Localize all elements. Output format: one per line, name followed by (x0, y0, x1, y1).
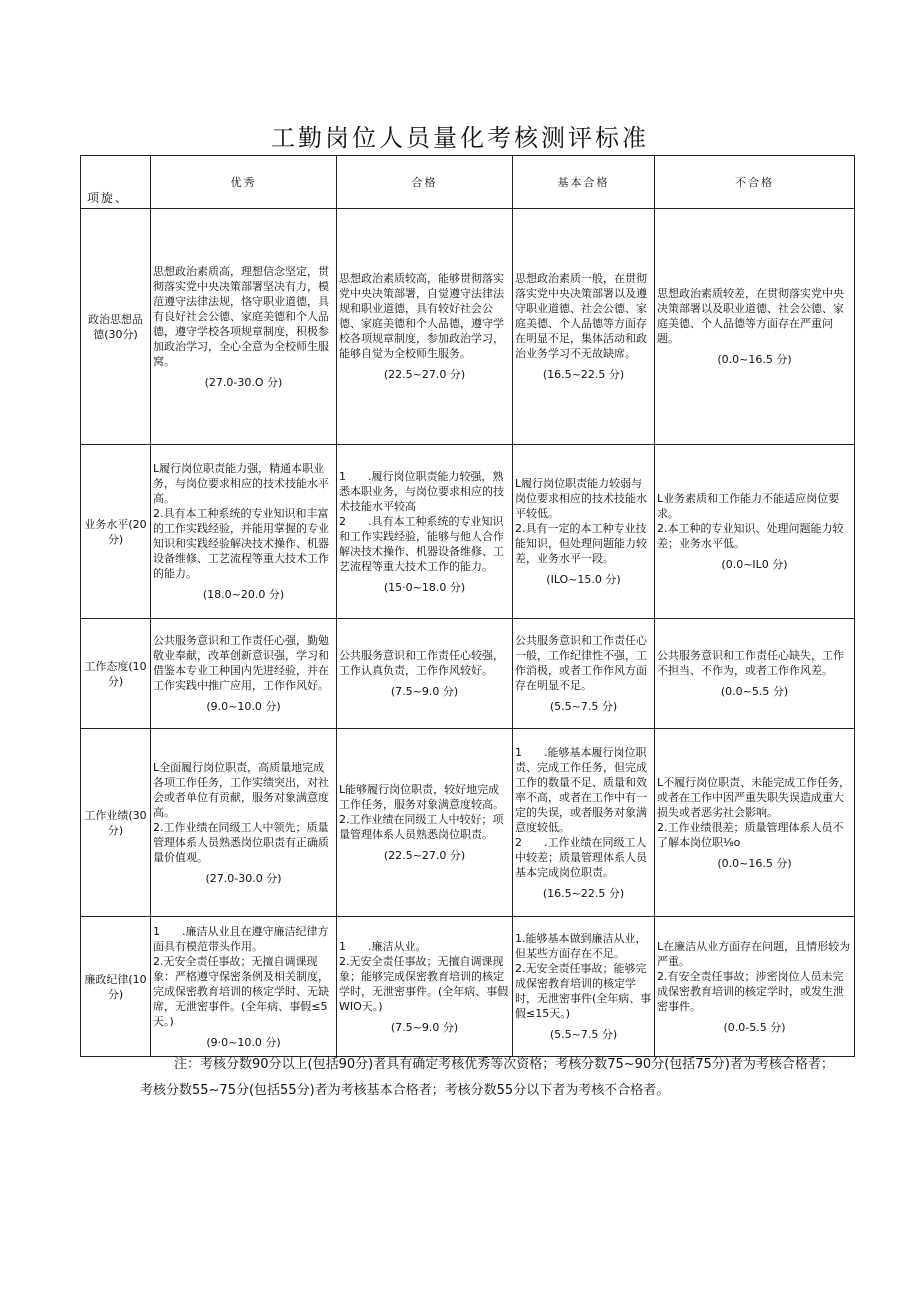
table-row (81, 445, 855, 619)
table-cell (337, 729, 513, 917)
cell-text: 1 .能够基本履行岗位职责、完成工作任务，但完成工作的数量不足、质量和效率不高，或者在工作中有一定的失误，或者服务对象满意度较低。 2 .工作业绩在同级工人中较差；质量管理体系人员基本完成岗位职责。 (515, 745, 647, 879)
page-title: 工勤岗位人员量化考核测评标准 (271, 124, 649, 152)
cell-score: (16.5~22.5 分) (542, 368, 625, 381)
table-cell (151, 729, 337, 917)
corner-label: 项旋、 (87, 191, 130, 205)
cell-score: (18.0~20.0 分) (202, 588, 285, 601)
cell-text: 思想政治素质较差，在贯彻落实党中央决策部署以及职业道德、社会公德、家庭美德、个人品德等方面存在严重问题。 (657, 287, 844, 345)
cell-text: 思想政治素质高，理想信念坚定，贯彻落实党中央决策部署坚决有力，模范遵守法律法规，恪守职业道德，具有良好社会公德、家庭美德和个人品德，遵守学校各项规章制度，积极参加政治学习，全心全意为全校师生服窝。 (153, 264, 329, 368)
row-category: 政治思想品德(30分) (81, 209, 151, 445)
cell-score: (9·0~10.0 分) (206, 1035, 281, 1049)
table-cell (513, 729, 655, 917)
col-header-basic: 基本合格 (513, 156, 655, 209)
row-category: 工作业绩(30分) (81, 729, 151, 917)
col-header-excellent: 优秀 (151, 156, 337, 209)
cell-score: (0.0~16.5 分) (717, 856, 792, 870)
cell-text: L不履行岗位职责、未能完成工作任务，或者在工作中因严重失职失误造成重大损失或者恶劣社会影响。 2.工作业绩很差；质量管理体系人员不了解本岗位职⅛o (657, 775, 851, 849)
cell-score: (27.0-30.O 分) (204, 375, 283, 389)
table-cell (337, 209, 513, 445)
cell-text: 思想政治素质一般，在贯彻落实党中央决策部署以及遵守职业道德、社会公德、家庭美德、个人品德等方面存在明显不足，集体活动和政治业务学习不无故缺席。 (515, 272, 647, 360)
table-cell (655, 619, 855, 729)
table-cell (655, 209, 855, 445)
cell-text: 1.能够基本做到廉洁从业，但某些方面存在不足。 2.无安全责任事故；能够完成保密教育培训的核定学时，无泄密事件(全年病、事假≤15天。) (515, 932, 652, 1020)
cell-text: 公共服务意识和工作责任心较强，工作认真负责，工作作风较好。 (339, 649, 504, 677)
cell-score: (16.5~22.5 分) (542, 886, 625, 900)
cell-score: (0.0~16.5 分) (717, 353, 792, 366)
table-cell (151, 619, 337, 729)
cell-text: 1 .廉洁从业且在遵守廉洁纪律方面具有模范带头作用。 2.无安全责任事故；无擅自调课现象：严格遵守保密条例及相关制度，完成保密教育培训的核定学时、无缺席，无泄密事件。(全年病、事假≤5天。) (153, 924, 329, 1028)
table-cell (151, 445, 337, 619)
cell-score: (0.0~5.5 分) (720, 685, 789, 698)
table-row (81, 209, 855, 445)
row-category: 业务水平(20分) (81, 445, 151, 619)
corner-header (81, 156, 151, 209)
cell-score: (22.5~27.0 分) (383, 849, 466, 862)
cell-score: (5.5~7.5 分) (549, 1028, 618, 1041)
cell-score: (15·0~18.0 分) (383, 580, 466, 594)
table-cell (513, 209, 655, 445)
header-row (81, 156, 855, 209)
cell-text: L履行岗位职责能力较弱与岗位要求相应的技术技能水平较低。 2.具有一定的本工种专业技能知识，但处理问题能力较差，业务水平一段。 (515, 477, 647, 565)
table-row (81, 917, 855, 1057)
table-cell (655, 729, 855, 917)
table-cell (337, 445, 513, 619)
cell-score: (27.0-30.0 分) (205, 871, 282, 885)
cell-score: (9.0~10.0 分) (206, 700, 281, 713)
cell-text: L履行岗位职责能力强，精通本职业务，与岗位要求相应的技术技能水平高。 2.具有本工种系统的专业知识和丰富的工作实践经验，并能用掌握的专业知识和实践经验解决技术操作、机器设备维修、工艺流程等重大技术工作的能力。 (153, 462, 329, 580)
cell-text: L在廉洁从业方面存在问题，且情形较为严重。 2.有安全责任事故；涉密岗位人员未完成保密教育培训的核定学时，或发生泄密事件。 (657, 939, 851, 1013)
cell-text: L能够履行岗位职责，较好地完成工作任务，服务对象满意度较高。 2.工作业绩在同级工人中较好；项量管理体系人员熟悉岗位职责。 (339, 783, 504, 841)
cell-score: (22.5~27.0 分) (383, 368, 466, 381)
footnote: 注：考核分数90分以上(包括90分)者具有确定考核优秀等次资格；考核分数75~90分(包括75分)者为考核合格者；考核分数55~75分(包括55分)者为考核基本合格者；考核分数55分以下者为考核不合格者。 (140, 1057, 834, 1098)
table-row (81, 619, 855, 729)
table-cell (513, 619, 655, 729)
cell-text: L全面履行岗位职责，高质量地完成各项工作任务，工作实绩突出，对社会或者单位有贡献，服务对象满意度高。 2.工作业绩在同级工人中领先；质量管理体系人员熟悉岗位职责有正确质量价值观。 (153, 760, 329, 864)
table-cell (151, 917, 337, 1057)
col-header-unqualified: 不合格 (655, 156, 855, 209)
cell-text: 公共服务意识和工作责任心强，勤勉敬业奉献，改革创新意识强，学习和借鉴本专业工种国内先进经验，并在工作实践中推广应用，工作作风好。 (153, 634, 329, 692)
cell-score: (7.5~9.0 分) (390, 1020, 459, 1034)
table-cell (337, 619, 513, 729)
cell-text: 公共服务意识和工作责任心缺失，工作不担当、不作为，或者工作作风差。 (657, 649, 844, 677)
table-cell (337, 917, 513, 1057)
cell-text: L业务素质和工作能力不能适应岗位要求。 2.本工种的专业知识、处理问题能力较差；业务水平低。 (657, 492, 844, 550)
cell-score: (0.0-5.5 分) (723, 1020, 786, 1034)
table-cell (655, 917, 855, 1057)
cell-score: (ILO~15.0 分) (546, 573, 621, 586)
table-row (81, 729, 855, 917)
table-cell (151, 209, 337, 445)
table-cell (513, 917, 655, 1057)
row-category: 工作态度(10分) (81, 619, 151, 729)
cell-score: (5.5~7.5 分) (549, 700, 618, 713)
col-header-qualified: 合格 (337, 156, 513, 209)
table-cell (513, 445, 655, 619)
cell-score: (7.5~9.0 分) (390, 685, 459, 698)
cell-text: 公共服务意识和工作责任心一般，工作纪律性不强，工作消极，或者工作作风方面存在明显不足。 (515, 634, 647, 692)
cell-score: (0.0~IL0 分) (721, 558, 788, 571)
cell-text: 1 .廉洁从业。 2.无安全责任事故；无擅自调课现象；能够完成保密教育培训的核定学时，无泄密事件。(全年病、事假WIO天。) (339, 939, 509, 1013)
evaluation-table (80, 155, 855, 1057)
table-cell (655, 445, 855, 619)
cell-text: 思想政治素质较高，能够贯彻落实党中央决策部署，自觉遵守法律法规和职业道德，具有较好社会公德、家庭美德和个人品德，遵守学校各项规章制度，参加政治学习，能够自觉为全校师生服务。 (339, 272, 504, 360)
row-category: 廉政纪律(10分) (81, 917, 151, 1057)
cell-text: 1 .履行岗位职责能力较强，熟悉本职业务，与岗位要求相应的技术技能水平较高 2 .具有本工种系统的专业知识和工作实践经验，能够与他人合作解决技术操作、机器设备维修、工艺流程等重大技术工作的能力。 (339, 469, 504, 573)
